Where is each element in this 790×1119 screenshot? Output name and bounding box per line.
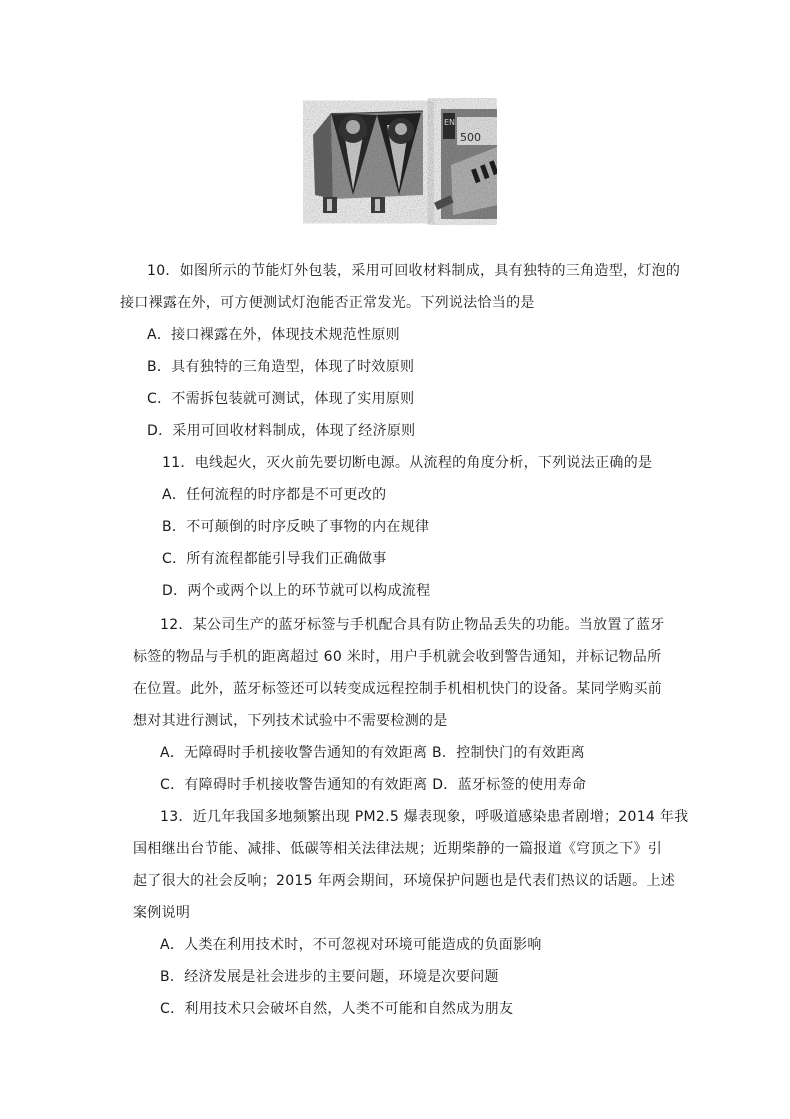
question-stem-line: 11．电线起火，灭火前先要切断电源。从流程的角度分析，下列说法正确的是 [162,455,653,471]
question-stem-line: 13．近几年我国多地频繁出现 PM2.5 爆表现象，呼吸道感染患者剧增；2014 年我 [160,809,689,825]
option-c: C．利用技术只会破坏自然，人类不可能和自然成为朋友 [160,1001,514,1017]
question-stem-line: 12．某公司生产的蓝牙标签与手机配合具有防止物品丢失的功能。当放置了蓝牙 [160,617,665,633]
option-a: A．接口裸露在外，体现技术规范性原则 [147,327,400,343]
question-stem-line: 标签的物品与手机的距离超过 60 米时，用户手机就会收到警告通知，并标记物品所 [133,649,662,665]
question-stem-line: 想对其进行测试，下列技术试验中不需要检测的是 [133,713,448,729]
question-stem-line: 10．如图所示的节能灯外包装，采用可回收材料制成，具有独特的三角造型，灯泡的 [147,263,681,279]
question-stem-line: 接口裸露在外，可方便测试灯泡能否正常发光。下列说法恰当的是 [120,295,535,311]
option-a-b: A．无障碍时手机接收警告通知的有效距离 B．控制快门的有效距离 [160,745,585,761]
option-c: C．所有流程都能引导我们正确做事 [162,551,387,567]
option-a: A．任何流程的时序都是不可更改的 [162,487,387,503]
svg-text:EN: EN [444,118,456,127]
option-c-d: C．有障碍时手机接收警告通知的有效距离 D．蓝牙标签的使用寿命 [160,777,587,793]
question-stem-line: 在位置。此外，蓝牙标签还可以转变成远程控制手机相机快门的设备。某同学购买前 [133,681,663,697]
option-b: B．不可颠倒的时序反映了事物的内在规律 [162,519,430,535]
option-d: D．两个或两个以上的环节就可以构成流程 [162,583,431,599]
option-d: D．采用可回收材料制成，体现了经济原则 [147,423,416,439]
bulb-packaging-figure [303,95,497,225]
option-c: C．不需拆包装就可测试，体现了实用原则 [147,391,415,407]
svg-text:500: 500 [460,131,481,144]
question-stem-line: 案例说明 [133,905,191,921]
option-b: B．具有独特的三角造型，体现了时效原则 [147,359,415,375]
option-b: B．经济发展是社会进步的主要问题，环境是次要问题 [160,969,499,985]
question-stem-line: 起了很大的社会反响；2015 年两会期间，环境保护问题也是代表们热议的话题。上述 [133,873,676,889]
option-a: A．人类在利用技术时，不可忽视对环境可能造成的负面影响 [160,937,542,953]
question-stem-line: 国相继出台节能、减排、低碳等相关法律法规；近期柴静的一篇报道《穹顶之下》引 [133,841,663,857]
